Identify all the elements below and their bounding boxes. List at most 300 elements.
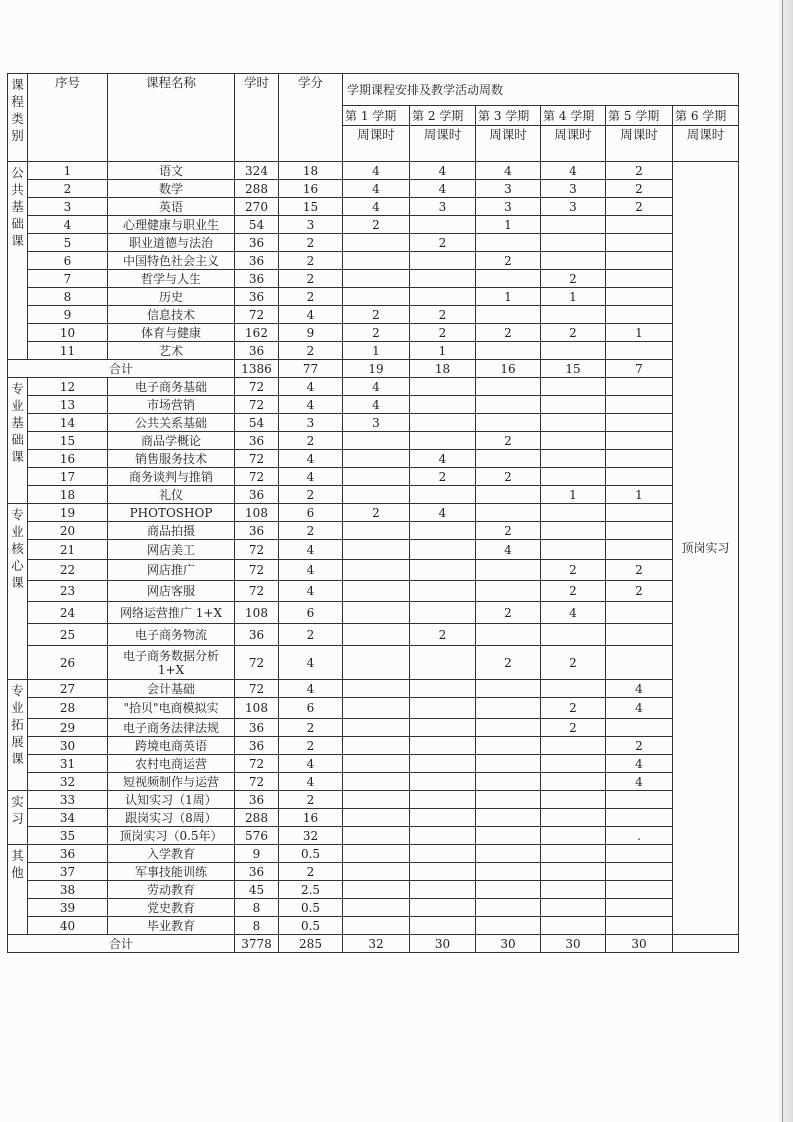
weekly-hours-cell [606, 863, 673, 881]
weekly-hours-cell [410, 845, 476, 863]
credits-cell: 4 [279, 680, 343, 698]
weekly-hours-cell [343, 522, 410, 540]
weekly-hours-cell [541, 234, 606, 252]
weekly-hours-cell: 2 [476, 324, 541, 342]
weekly-hours-cell: 2 [541, 646, 606, 680]
course-name-cell: 艺术 [108, 342, 235, 360]
course-name-cell: 农村电商运营 [108, 755, 235, 773]
weekly-hours-cell [343, 755, 410, 773]
credits-cell: 2 [279, 432, 343, 450]
hours-cell: 72 [235, 581, 279, 602]
grand-total-label: 合计 [8, 935, 235, 953]
weekly-hours-cell [343, 809, 410, 827]
hours-cell: 576 [235, 827, 279, 845]
weekly-hours-cell [606, 624, 673, 646]
table-row [8, 414, 739, 432]
table-row [8, 252, 739, 270]
hours-cell: 288 [235, 809, 279, 827]
table-row [8, 306, 739, 324]
weekly-hours-cell [410, 773, 476, 791]
weekly-hours-cell [541, 216, 606, 234]
seq-cell: 13 [28, 396, 108, 414]
header-category: 课程类别 [8, 74, 28, 162]
hours-cell: 72 [235, 450, 279, 468]
seq-cell: 32 [28, 773, 108, 791]
weekly-hours-cell [606, 504, 673, 522]
hours-cell: 72 [235, 306, 279, 324]
category-label: 其他 [8, 845, 28, 935]
subtotal-row [8, 360, 739, 378]
weekly-hours-cell [343, 719, 410, 737]
weekly-hours-cell [343, 646, 410, 680]
weekly-hours-cell: 4 [410, 180, 476, 198]
table-row [8, 602, 739, 624]
credits-cell: 4 [279, 773, 343, 791]
weekly-hours-cell [343, 602, 410, 624]
weekly-hours-cell: 15 [541, 360, 606, 378]
credits-cell: 4 [279, 755, 343, 773]
weekly-hours-cell [606, 522, 673, 540]
course-name-cell: 军事技能训练 [108, 863, 235, 881]
weekly-hours-cell: 4 [606, 698, 673, 719]
weekly-hours-cell: 4 [606, 680, 673, 698]
seq-cell: 5 [28, 234, 108, 252]
seq-cell: 2 [28, 180, 108, 198]
weekly-hours-cell: 1 [606, 324, 673, 342]
category-label: 专业拓展课 [8, 680, 28, 791]
weekly-hours-cell [410, 646, 476, 680]
hours-cell: 36 [235, 522, 279, 540]
weekly-hours-cell [476, 719, 541, 737]
course-name-cell: 跨境电商英语 [108, 737, 235, 755]
table-row [8, 540, 739, 560]
course-name-cell: 哲学与人生 [108, 270, 235, 288]
weekly-hours-cell [410, 414, 476, 432]
weekly-hours-cell: 2 [606, 737, 673, 755]
weekly-hours-cell: 1 [343, 342, 410, 360]
hours-cell: 36 [235, 234, 279, 252]
weekly-hours-cell [476, 414, 541, 432]
weekly-hours-cell [343, 680, 410, 698]
credits-cell: 2 [279, 863, 343, 881]
table-row [8, 581, 739, 602]
credits-cell: 4 [279, 378, 343, 396]
credits-cell: 2 [279, 486, 343, 504]
weekly-hours-cell [606, 432, 673, 450]
weekly-hours-cell [476, 755, 541, 773]
course-name-cell: 礼仪 [108, 486, 235, 504]
weekly-hours-cell [343, 252, 410, 270]
seq-cell: 30 [28, 737, 108, 755]
credits-cell: 2 [279, 737, 343, 755]
hours-cell: 72 [235, 396, 279, 414]
weekly-hours-cell: 4 [343, 180, 410, 198]
course-name-cell: 商品拍摄 [108, 522, 235, 540]
hours-cell: 1386 [235, 360, 279, 378]
seq-cell: 19 [28, 504, 108, 522]
weekly-hours-cell: 2 [606, 198, 673, 216]
course-name-cell: 党史教育 [108, 899, 235, 917]
hours-cell: 72 [235, 755, 279, 773]
credits-cell: 0.5 [279, 899, 343, 917]
grand-total-term: 30 [541, 935, 606, 953]
header-seq: 序号 [28, 74, 108, 162]
course-name-cell: 网店美工 [108, 540, 235, 560]
credits-cell: 32 [279, 827, 343, 845]
weekly-hours-cell: 2 [476, 432, 541, 450]
credits-cell: 4 [279, 306, 343, 324]
weekly-hours-cell [343, 234, 410, 252]
weekly-hours-cell [541, 809, 606, 827]
hours-cell: 8 [235, 899, 279, 917]
course-name-cell: 商务谈判与推销 [108, 468, 235, 486]
weekly-hours-cell: 4 [343, 162, 410, 180]
course-name-cell: 网店客服 [108, 581, 235, 602]
credits-cell: 4 [279, 540, 343, 560]
weekly-hours-cell [541, 624, 606, 646]
term-header: 第 3 学期 [476, 106, 541, 126]
weekly-hours-cell: 2 [476, 602, 541, 624]
seq-cell: 6 [28, 252, 108, 270]
weekly-hours-cell [541, 342, 606, 360]
hours-cell: 36 [235, 486, 279, 504]
credits-cell: 16 [279, 809, 343, 827]
weekly-hours-cell: 1 [606, 486, 673, 504]
course-name-cell: 电子商务物流 [108, 624, 235, 646]
weekly-hours-cell [541, 396, 606, 414]
course-name-cell: 英语 [108, 198, 235, 216]
weekly-hours-header: 周课时 [541, 126, 606, 162]
course-name-cell: 会计基础 [108, 680, 235, 698]
weekly-hours-header: 周课时 [606, 126, 673, 162]
course-name-cell: 电子商务基础 [108, 378, 235, 396]
weekly-hours-cell [343, 581, 410, 602]
weekly-hours-cell: 1 [541, 486, 606, 504]
seq-cell: 18 [28, 486, 108, 504]
course-name-cell: 电子商务法律法规 [108, 719, 235, 737]
hours-cell: 288 [235, 180, 279, 198]
weekly-hours-cell: 1 [410, 342, 476, 360]
seq-cell: 8 [28, 288, 108, 306]
seq-cell: 10 [28, 324, 108, 342]
weekly-hours-cell: 3 [410, 198, 476, 216]
weekly-hours-cell [343, 737, 410, 755]
hours-cell: 54 [235, 414, 279, 432]
course-name-cell: 入学教育 [108, 845, 235, 863]
weekly-hours-cell [476, 827, 541, 845]
credits-cell: 0.5 [279, 917, 343, 935]
seq-cell: 17 [28, 468, 108, 486]
seq-cell: 14 [28, 414, 108, 432]
weekly-hours-cell [476, 773, 541, 791]
seq-cell: 1 [28, 162, 108, 180]
weekly-hours-cell [343, 560, 410, 581]
table-row [8, 899, 739, 917]
weekly-hours-cell: 2 [606, 581, 673, 602]
course-name-cell: 劳动教育 [108, 881, 235, 899]
course-name-cell: 电子商务数据分析 1+X [108, 646, 235, 680]
course-name-cell: 历史 [108, 288, 235, 306]
weekly-hours-cell [606, 414, 673, 432]
seq-cell: 4 [28, 216, 108, 234]
weekly-hours-cell [476, 845, 541, 863]
weekly-hours-cell: 4 [541, 162, 606, 180]
weekly-hours-cell [476, 737, 541, 755]
seq-cell: 33 [28, 791, 108, 809]
weekly-hours-cell [606, 288, 673, 306]
weekly-hours-cell [541, 306, 606, 324]
header-hours: 学时 [235, 74, 279, 162]
weekly-hours-cell: 16 [476, 360, 541, 378]
weekly-hours-cell: 2 [410, 468, 476, 486]
weekly-hours-cell [606, 378, 673, 396]
term6-note: 顶岗实习 [673, 162, 739, 935]
seq-cell: 22 [28, 560, 108, 581]
course-name-cell: 网络运营推广 1+X [108, 602, 235, 624]
weekly-hours-cell [606, 252, 673, 270]
table-row [8, 917, 739, 935]
weekly-hours-cell [410, 252, 476, 270]
seq-cell: 16 [28, 450, 108, 468]
credits-cell: 2 [279, 522, 343, 540]
hours-cell: 324 [235, 162, 279, 180]
credits-cell: 4 [279, 396, 343, 414]
table-row [8, 680, 739, 698]
weekly-hours-cell: 4 [343, 396, 410, 414]
header-course: 课程名称 [108, 74, 235, 162]
weekly-hours-cell [606, 809, 673, 827]
seq-cell: 23 [28, 581, 108, 602]
table-row [8, 162, 739, 180]
weekly-hours-cell: 2 [476, 646, 541, 680]
credits-cell: 77 [279, 360, 343, 378]
category-label: 实习 [8, 791, 28, 845]
grand-total-hours: 3778 [235, 935, 279, 953]
weekly-hours-cell [476, 809, 541, 827]
table-row [8, 234, 739, 252]
seq-cell: 34 [28, 809, 108, 827]
weekly-hours-cell: 2 [541, 324, 606, 342]
weekly-hours-cell [343, 827, 410, 845]
header-credits: 学分 [279, 74, 343, 162]
term-header: 第 6 学期 [673, 106, 739, 126]
grand-total-term: 32 [343, 935, 410, 953]
credits-cell: 4 [279, 646, 343, 680]
weekly-hours-cell [343, 432, 410, 450]
credits-cell: 2 [279, 719, 343, 737]
course-name-cell: 毕业教育 [108, 917, 235, 935]
table-row [8, 468, 739, 486]
seq-cell: 36 [28, 845, 108, 863]
course-name-cell: 商品学概论 [108, 432, 235, 450]
weekly-hours-cell [343, 270, 410, 288]
table-row [8, 504, 739, 522]
table-row [8, 396, 739, 414]
weekly-hours-cell: 4 [410, 504, 476, 522]
weekly-hours-cell [606, 646, 673, 680]
hours-cell: 270 [235, 198, 279, 216]
weekly-hours-cell [476, 863, 541, 881]
weekly-hours-cell [476, 899, 541, 917]
weekly-hours-cell [410, 809, 476, 827]
credits-cell: 2 [279, 624, 343, 646]
weekly-hours-cell: 3 [541, 180, 606, 198]
credits-cell: 2 [279, 270, 343, 288]
weekly-hours-header: 周课时 [673, 126, 739, 162]
seq-cell: 25 [28, 624, 108, 646]
weekly-hours-cell [541, 522, 606, 540]
weekly-hours-cell [476, 234, 541, 252]
weekly-hours-cell: 4 [606, 773, 673, 791]
seq-cell: 37 [28, 863, 108, 881]
seq-cell: 26 [28, 646, 108, 680]
weekly-hours-cell: 7 [606, 360, 673, 378]
weekly-hours-cell: 3 [343, 414, 410, 432]
weekly-hours-cell [476, 486, 541, 504]
table-row [8, 809, 739, 827]
table-row [8, 560, 739, 581]
weekly-hours-cell: 2 [541, 560, 606, 581]
weekly-hours-cell [410, 863, 476, 881]
weekly-hours-cell [476, 396, 541, 414]
table-row [8, 180, 739, 198]
weekly-hours-cell: 2 [541, 581, 606, 602]
weekly-hours-header: 周课时 [410, 126, 476, 162]
weekly-hours-cell [410, 827, 476, 845]
credits-cell: 2 [279, 234, 343, 252]
term-header: 第 4 学期 [541, 106, 606, 126]
hours-cell: 8 [235, 917, 279, 935]
table-row [8, 881, 739, 899]
credits-cell: 4 [279, 581, 343, 602]
weekly-hours-cell [410, 917, 476, 935]
credits-cell: 3 [279, 414, 343, 432]
scan-edge [779, 0, 793, 1122]
table-row [8, 845, 739, 863]
weekly-hours-cell: 2 [476, 252, 541, 270]
hours-cell: 36 [235, 791, 279, 809]
weekly-hours-cell [343, 899, 410, 917]
weekly-hours-cell [410, 881, 476, 899]
weekly-hours-cell [410, 791, 476, 809]
weekly-hours-cell [606, 306, 673, 324]
seq-cell: 29 [28, 719, 108, 737]
weekly-hours-cell [476, 378, 541, 396]
weekly-hours-cell [541, 791, 606, 809]
hours-cell: 72 [235, 646, 279, 680]
credits-cell: 4 [279, 560, 343, 581]
weekly-hours-cell [541, 917, 606, 935]
table-row [8, 198, 739, 216]
credits-cell: 6 [279, 504, 343, 522]
weekly-hours-cell [343, 540, 410, 560]
course-name-cell: 职业道德与法治 [108, 234, 235, 252]
weekly-hours-cell [606, 270, 673, 288]
weekly-hours-cell: 18 [410, 360, 476, 378]
table-row [8, 737, 739, 755]
grand-total-credits: 285 [279, 935, 343, 953]
weekly-hours-cell: 4 [541, 602, 606, 624]
weekly-hours-cell: 2 [606, 560, 673, 581]
weekly-hours-cell: . [606, 827, 673, 845]
credits-cell: 2 [279, 288, 343, 306]
weekly-hours-cell [476, 504, 541, 522]
weekly-hours-cell [541, 378, 606, 396]
weekly-hours-cell: 2 [541, 270, 606, 288]
weekly-hours-cell: 4 [410, 162, 476, 180]
term-header: 第 5 学期 [606, 106, 673, 126]
seq-cell: 35 [28, 827, 108, 845]
seq-cell: 11 [28, 342, 108, 360]
weekly-hours-cell [476, 624, 541, 646]
weekly-hours-cell [606, 791, 673, 809]
category-label: 专业基础课 [8, 378, 28, 504]
seq-cell: 12 [28, 378, 108, 396]
weekly-hours-cell [410, 560, 476, 581]
weekly-hours-cell [606, 899, 673, 917]
course-name-cell: 公共关系基础 [108, 414, 235, 432]
course-name-cell: 跟岗实习（8周） [108, 809, 235, 827]
weekly-hours-cell [476, 917, 541, 935]
weekly-hours-cell [410, 216, 476, 234]
weekly-hours-cell: 19 [343, 360, 410, 378]
course-name-cell: 销售服务技术 [108, 450, 235, 468]
seq-cell: 38 [28, 881, 108, 899]
weekly-hours-cell [343, 288, 410, 306]
credits-cell: 2 [279, 342, 343, 360]
seq-cell: 7 [28, 270, 108, 288]
table-row [8, 646, 739, 680]
hours-cell: 36 [235, 737, 279, 755]
weekly-hours-cell [476, 306, 541, 324]
hours-cell: 72 [235, 560, 279, 581]
term-header: 第 2 学期 [410, 106, 476, 126]
weekly-hours-cell: 4 [343, 378, 410, 396]
table-row [8, 270, 739, 288]
seq-cell: 39 [28, 899, 108, 917]
course-name-cell: 心理健康与职业生 [108, 216, 235, 234]
table-row [8, 827, 739, 845]
header-schedule: 学期课程安排及教学活动周数 [343, 74, 739, 106]
weekly-hours-cell [541, 252, 606, 270]
table-row [8, 773, 739, 791]
weekly-hours-header: 周课时 [343, 126, 410, 162]
weekly-hours-cell: 2 [343, 306, 410, 324]
weekly-hours-cell: 2 [410, 624, 476, 646]
weekly-hours-cell [606, 602, 673, 624]
weekly-hours-cell [606, 917, 673, 935]
seq-cell: 21 [28, 540, 108, 560]
credits-cell: 6 [279, 698, 343, 719]
hours-cell: 45 [235, 881, 279, 899]
hours-cell: 72 [235, 773, 279, 791]
weekly-hours-cell: 2 [410, 234, 476, 252]
table-row [8, 486, 739, 504]
course-name-cell: 认知实习（1周） [108, 791, 235, 809]
weekly-hours-cell: 2 [410, 324, 476, 342]
weekly-hours-cell [606, 540, 673, 560]
seq-cell: 20 [28, 522, 108, 540]
weekly-hours-cell [343, 917, 410, 935]
table-row [8, 522, 739, 540]
weekly-hours-cell [541, 680, 606, 698]
credits-cell: 2.5 [279, 881, 343, 899]
weekly-hours-cell [343, 450, 410, 468]
weekly-hours-cell [606, 234, 673, 252]
credits-cell: 18 [279, 162, 343, 180]
weekly-hours-cell: 2 [343, 324, 410, 342]
weekly-hours-cell [541, 450, 606, 468]
